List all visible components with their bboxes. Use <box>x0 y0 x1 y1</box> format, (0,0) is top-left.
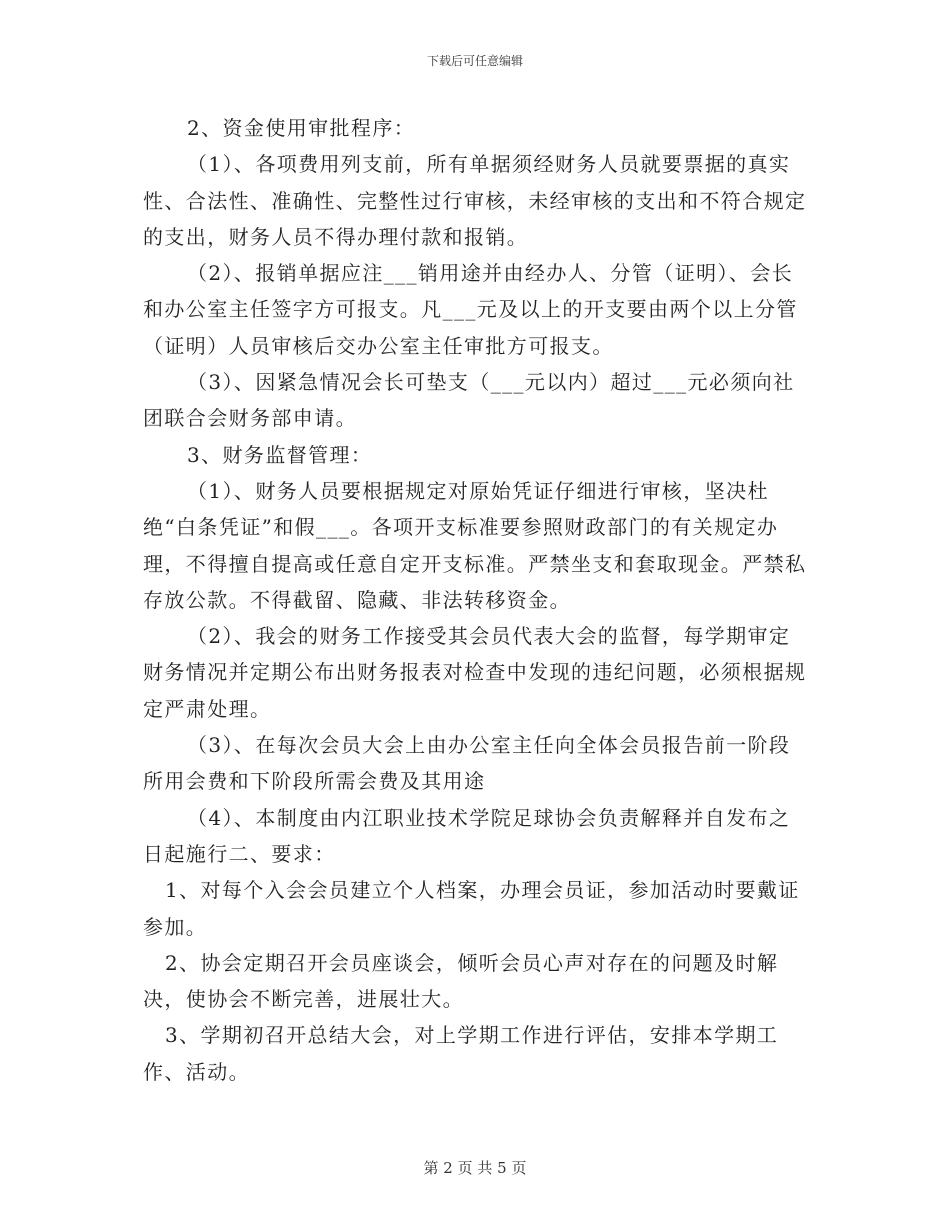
paragraph: （3）、因紧急情况会长可垫支（___元以内）超过___元必须向社团联合会财务部申请。 <box>143 370 795 431</box>
paragraph: （1）、财务人员要根据规定对原始凭证仔细进行审核，坚决杜绝“白条凭证”和假___。各项开支标准要参照财政部门的有关规定办理，不得擅自提高或任意自定开支标准。严禁坐支和套取现金。严禁私存放公款。不得截留、隐藏、非法转移资金。 <box>143 478 807 612</box>
paragraph: （2）、我会的财务工作接受其会员代表大会的监督，每学期审定财务情况并定期公布出财务报表对检查中发现的违纪问题，必须根据规定严肃处理。 <box>143 624 807 721</box>
paragraph: （3）、在每次会员大会上由办公室主任向全体会员报告前一阶段所用会费和下阶段所需会费及其用途 <box>143 733 791 794</box>
page-number-footer: 第 2 页 共 5 页 <box>423 1159 527 1177</box>
paragraph: 3、学期初召开总结大会，对上学期工作进行评估，安排本学期工作、活动。 <box>143 1023 779 1084</box>
paragraph: 1、对每个入会会员建立个人档案，办理会员证，参加活动时要戴证参加。 <box>143 878 800 939</box>
paragraph: （4）、本制度由内江职业技术学院足球协会负责解释并自发布之日起施行二、要求： <box>143 805 791 866</box>
paragraph: 3、财务监督管理： <box>187 442 373 467</box>
paragraph: 2、协会定期召开会员座谈会，倾听会员心声对存在的问题及时解决，使协会不断完善，进展壮大。 <box>143 950 779 1012</box>
page-header: 下载后可任意编辑 <box>426 54 523 68</box>
paragraph: 2、资金使用审批程序： <box>187 116 416 140</box>
paragraph: （1）、各项费用列支前，所有单据须经财务人员就要票据的真实性、合法性、准确性、完整性过行审核，未经审核的支出和不符合规定的支出，财务人员不得办理付款和报销。 <box>143 152 807 249</box>
paragraph: （2）、报销单据应注___销用途并由经办人、分管（证明）、会长和办公室主任签字方可报支。凡___元及以上的开支要由两个以上分管（证明）人员审核后交办公室主任审批方可报支。 <box>143 261 798 358</box>
document-body <box>143 110 807 1090</box>
